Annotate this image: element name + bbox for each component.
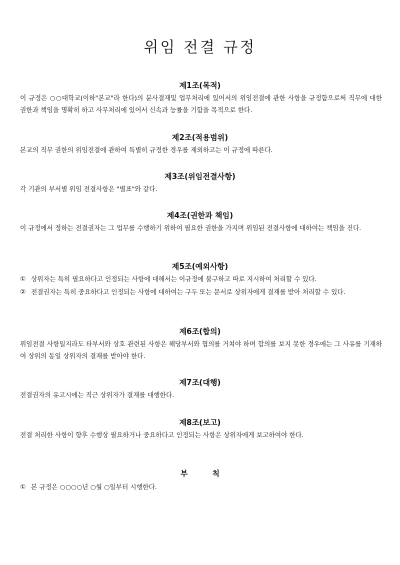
document-title: 위임 전결 규정 bbox=[143, 38, 257, 56]
article-4-heading: 제4조(권한과 책임) bbox=[166, 211, 234, 220]
article-3-heading: 제3조(위임전결사항) bbox=[164, 172, 236, 181]
article-5-item-1 bbox=[20, 273, 382, 285]
article-8-heading: 제8조(보고) bbox=[179, 418, 221, 427]
article-6-heading: 제6조(합의) bbox=[179, 327, 221, 336]
article-7-heading: 제7조(대행) bbox=[179, 378, 221, 387]
item-marker: ② bbox=[20, 288, 26, 296]
article-4-text: 이 규정에서 정하는 전결권자는 그 업무를 수행하기 위하여 필요한 권한을 가지며 위임된 전결사항에 대하여는 책임을 진다. bbox=[20, 224, 362, 232]
item-marker: ① bbox=[20, 483, 26, 491]
article-1-heading: 제1조(목적) bbox=[179, 81, 221, 90]
article-1-text: 이 규정은 ○○대학교(이하"본교"라 한다)의 분사결재및 업무처리에 있어서의 위임전결에 관한 사항을 규정함으로써 직무에 대한 권한과 책임을 명확히 하고 사무처리에 있어서 신속과 능률을 기함을 목적으로 한다. bbox=[20, 94, 382, 114]
article-3-text: 각 기관의 부서별 위임 전결사항은 "별표"와 같다. bbox=[20, 185, 158, 193]
supplementary-item-1 bbox=[20, 481, 382, 493]
article-7-text: 전결권자의 유고시에는 직근 상위자가 결재를 대행한다. bbox=[20, 391, 175, 399]
article-2-heading: 제2조(적용범위) bbox=[171, 133, 229, 142]
article-8-text: 전결 처리한 사항이 향후 수행상 필요하거나 중요하다고 인정되는 사항은 상위자에게 보고하여야 한다. bbox=[20, 431, 304, 439]
article-2-text: 본교의 직무 권한의 위임전결에 관하여 특별히 규정한 경우를 제외하고는 이 규정에 따른다. bbox=[20, 146, 273, 154]
item-marker: ① bbox=[20, 275, 26, 283]
article-6-text: 위임전결 사항일지라도 타부서와 상호 관련된 사항은 해당부서와 협의를 거쳐야 하며 합의를 보지 못한 경우에는 그 사유를 기재하여 상위의 동일 상위자의 결재를 받아야 한다. bbox=[20, 340, 382, 360]
article-5-item-2 bbox=[20, 286, 382, 298]
supplementary-heading: 부 칙 bbox=[180, 469, 220, 478]
item-text: 본 규정은 ○○○○년 ○월 ○일부터 시행한다. bbox=[31, 483, 157, 491]
item-text: 상위자는 특히 필요하다고 인정되는 사항에 대해서는 이규정에 불구하고 따로 지시하여 처리할 수 있다. bbox=[31, 275, 317, 283]
item-text: 전결권자는 특히 중요하다고 인정되는 사항에 대하여는 구두 또는 문서로 상위자에게 결재를 받아 처리할 수 있다. bbox=[31, 288, 346, 296]
article-5-heading: 제5조(예외사항) bbox=[171, 262, 229, 271]
